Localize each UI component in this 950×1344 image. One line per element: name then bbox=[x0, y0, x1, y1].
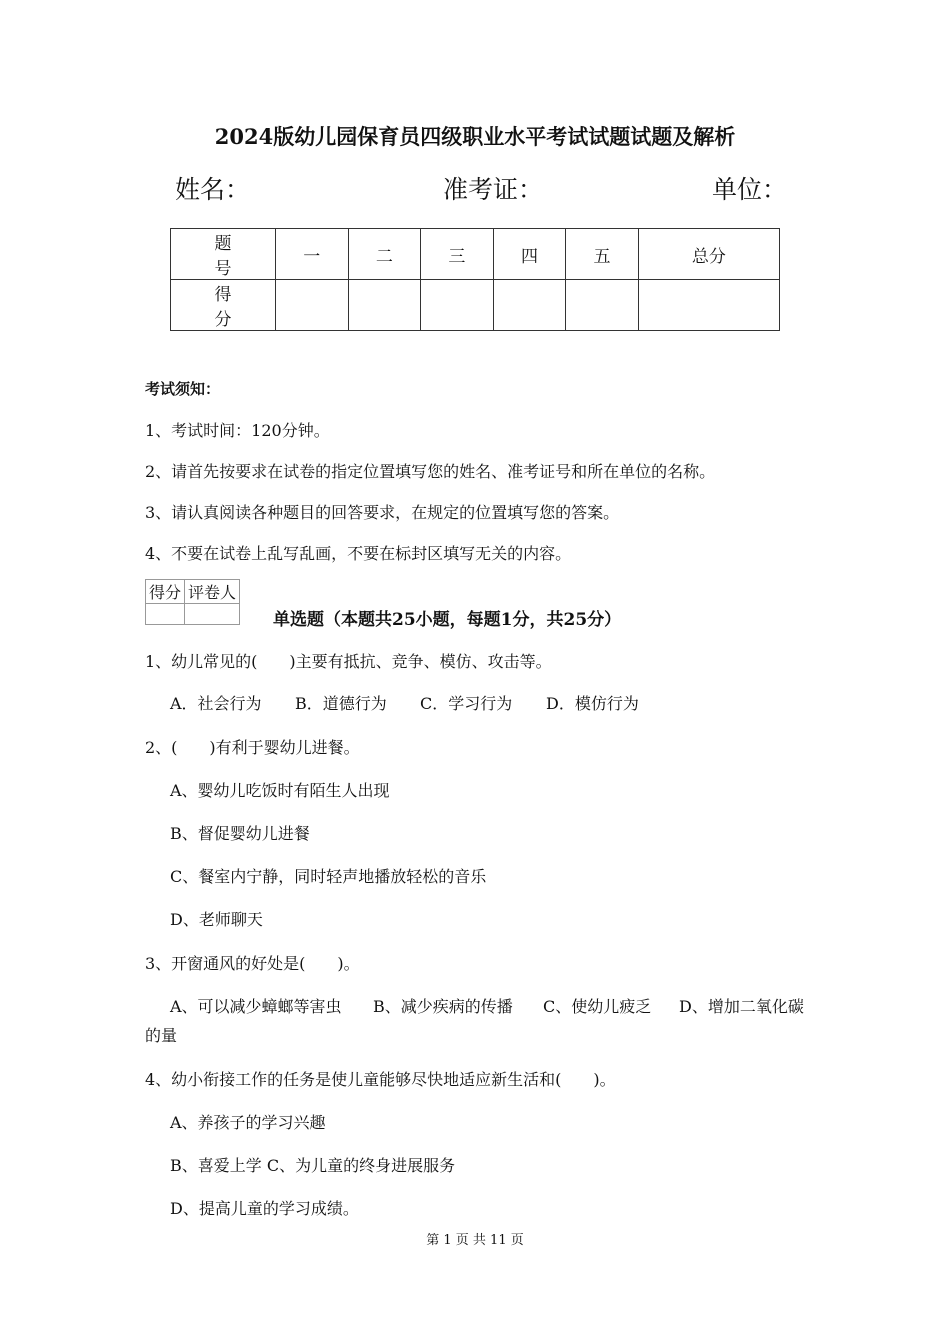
option-b: B、减少疾病的传播 bbox=[373, 997, 513, 1016]
score-cell bbox=[421, 280, 494, 331]
score-cell bbox=[493, 280, 566, 331]
score-col-total: 总分 bbox=[638, 229, 779, 280]
notice-item: 4、不要在试卷上乱写乱画，不要在标封区填写无关的内容。 bbox=[145, 544, 572, 563]
score-col-5: 五 bbox=[566, 229, 639, 280]
option-d: D．模仿行为 bbox=[546, 694, 639, 713]
question-2: 2、( )有利于婴幼儿进餐。 bbox=[145, 738, 360, 757]
score-cell bbox=[348, 280, 421, 331]
option-b: B、督促婴幼儿进餐 bbox=[170, 824, 310, 843]
score-col-4: 四 bbox=[493, 229, 566, 280]
grader-cell bbox=[185, 604, 240, 625]
question-1-options bbox=[170, 691, 639, 714]
option-b: B．道德行为 bbox=[295, 694, 387, 713]
section-title: 单选题（本题共25小题，每题1分，共25分） bbox=[273, 610, 622, 630]
page-footer: 第 1 页 共 11 页 bbox=[426, 1233, 524, 1248]
score-cell bbox=[566, 280, 639, 331]
score-col-2: 二 bbox=[348, 229, 421, 280]
option-d: D、增加二氧化碳 bbox=[679, 997, 804, 1016]
option-c: C、餐室内宁静，同时轻声地播放轻松的音乐 bbox=[170, 867, 487, 886]
score-cell bbox=[276, 280, 349, 331]
option-d: D、老师聊天 bbox=[170, 910, 263, 929]
option-a: A、养孩子的学习兴趣 bbox=[170, 1113, 326, 1132]
option-a: A．社会行为 bbox=[170, 694, 262, 713]
option-d: D、提高儿童的学习成绩。 bbox=[170, 1199, 359, 1218]
option-c: C、使幼儿疲乏 bbox=[543, 997, 652, 1016]
unit-label: 单位： bbox=[712, 175, 788, 204]
notice-item: 1、考试时间：120分钟。 bbox=[145, 421, 330, 440]
grader-score-cell bbox=[146, 604, 185, 625]
notice-item: 2、请首先按要求在试卷的指定位置填写您的姓名、准考证号和所在单位的名称。 bbox=[145, 462, 716, 481]
grader-table bbox=[145, 579, 240, 625]
score-table-header-row bbox=[171, 229, 780, 280]
option-d-continuation: 的量 bbox=[145, 1026, 178, 1045]
question-1: 1、幼儿常见的( )主要有抵抗、竞争、模仿、攻击等。 bbox=[145, 652, 552, 671]
option-b-c: B、喜爱上学 C、为儿童的终身进展服务 bbox=[170, 1156, 456, 1175]
question-4: 4、幼小衔接工作的任务是使儿童能够尽快地适应新生活和( )。 bbox=[145, 1070, 616, 1089]
option-a: A、婴幼儿吃饭时有陌生人出现 bbox=[170, 781, 390, 800]
score-table-score-row bbox=[171, 280, 780, 331]
score-col-3: 三 bbox=[421, 229, 494, 280]
notice-item: 3、请认真阅读各种题目的回答要求，在规定的位置填写您的答案。 bbox=[145, 503, 620, 522]
question-3-options bbox=[170, 994, 804, 1017]
option-a: A、可以减少蟑螂等害虫 bbox=[170, 997, 342, 1016]
notice-title: 考试须知： bbox=[145, 380, 221, 398]
name-label: 姓名： bbox=[175, 175, 251, 204]
score-cell bbox=[638, 280, 779, 331]
grader-score-label: 得分 bbox=[146, 580, 185, 604]
question-3: 3、开窗通风的好处是( )。 bbox=[145, 954, 360, 973]
score-row-label: 题 号 bbox=[171, 229, 276, 280]
score-col-1: 一 bbox=[276, 229, 349, 280]
score-row2-label: 得 分 bbox=[171, 280, 276, 331]
page-title: 2024版幼儿园保育员四级职业水平考试试题试题及解析 bbox=[214, 124, 736, 149]
grader-label: 评卷人 bbox=[185, 580, 240, 604]
exam-id-label: 准考证： bbox=[443, 175, 544, 204]
score-table bbox=[170, 228, 780, 331]
option-c: C．学习行为 bbox=[420, 694, 513, 713]
